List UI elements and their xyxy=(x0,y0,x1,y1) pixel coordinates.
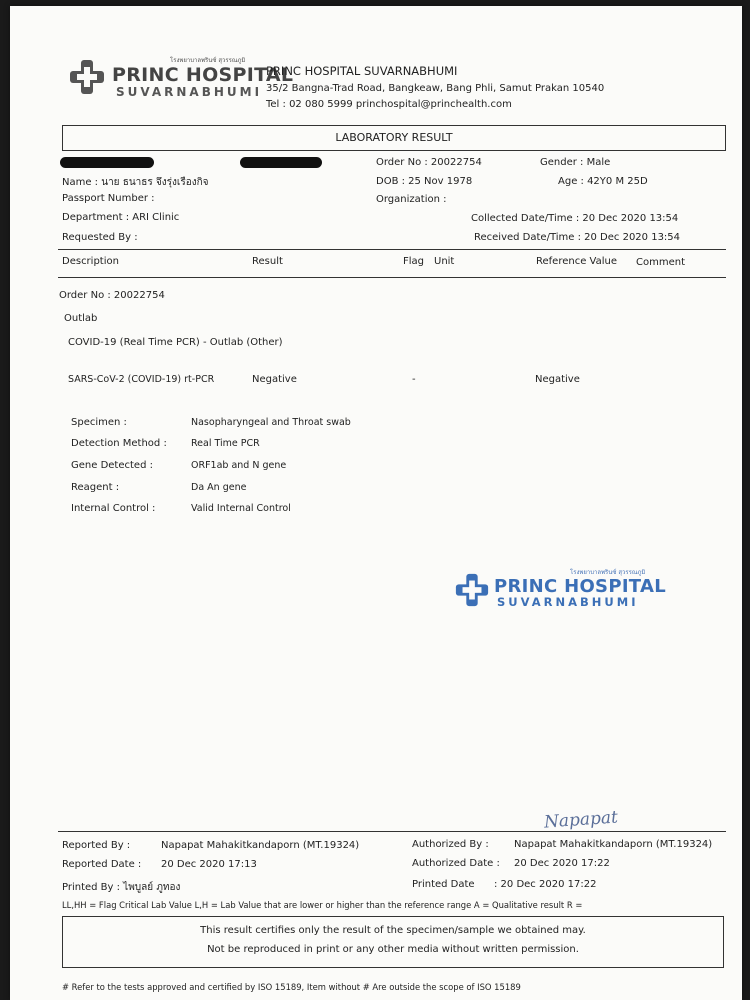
printed-by: Printed By : ไพบูลย์ ภูทอง xyxy=(62,882,181,893)
detail-value: ORF1ab and N gene xyxy=(191,460,287,471)
detail-label: Reagent : xyxy=(71,482,120,493)
lab-report-page xyxy=(10,6,742,1000)
detail-label: Gene Detected : xyxy=(71,460,153,471)
divider xyxy=(58,277,726,278)
test-group: COVID-19 (Real Time PCR) - Outlab (Other) xyxy=(68,337,283,348)
body-order-number: Order No : 20022754 xyxy=(59,290,165,301)
col-result: Result xyxy=(252,256,283,267)
col-reference: Reference Value xyxy=(536,256,617,267)
divider xyxy=(58,249,726,250)
hospital-address: 35/2 Bangna-Trad Road, Bangkeaw, Bang Phli, Samut Prakan 10540 xyxy=(266,83,605,94)
flag-legend: LL,HH = Flag Critical Lab Value L,H = Lab Value that are lower or higher than the reference range A = Qualitative result R = xyxy=(62,900,583,910)
report-title: LABORATORY RESULT xyxy=(335,131,453,144)
col-description: Description xyxy=(62,256,119,267)
hospital-name: PRINC HOSPITAL SUVARNABHUMI xyxy=(266,64,458,78)
date-of-birth: DOB : 25 Nov 1978 xyxy=(376,176,473,187)
department: Department : ARI Clinic xyxy=(62,212,180,223)
detail-value: Real Time PCR xyxy=(191,438,260,449)
col-comment: Comment xyxy=(636,257,685,268)
stamp-thai-text: โรงพยาบาลพรินซ์ สุวรรณภูมิ xyxy=(570,569,646,576)
received-datetime: Received Date/Time : 20 Dec 2020 13:54 xyxy=(474,232,681,243)
hospital-cross-icon xyxy=(68,58,106,96)
test-result: Negative xyxy=(252,374,297,385)
hospital-contact: Tel : 02 080 5999 princhospital@princhealth.com xyxy=(266,99,512,110)
logo-sub-text: SUVARNABHUMI xyxy=(116,85,263,99)
passport-number: Passport Number : xyxy=(62,193,155,204)
iso-note: # Refer to the tests approved and certified by ISO 15189, Item without # Are outside the scope of ISO 15189 xyxy=(62,982,521,992)
col-unit: Unit xyxy=(434,256,455,267)
outlab-label: Outlab xyxy=(64,313,98,324)
printed-date: : 20 Dec 2020 17:22 xyxy=(494,879,597,890)
detail-value: Da An gene xyxy=(191,482,247,493)
collected-datetime: Collected Date/Time : 20 Dec 2020 13:54 xyxy=(471,213,679,224)
detail-value: Valid Internal Control xyxy=(191,503,291,514)
detail-label: Internal Control : xyxy=(71,503,156,514)
reported-by-label: Reported By : xyxy=(62,840,131,851)
order-number: Order No : 20022754 xyxy=(376,157,482,168)
stamp-cross-icon xyxy=(454,572,490,608)
col-flag: Flag xyxy=(403,256,425,267)
stamp-sub-text: SUVARNABHUMI xyxy=(497,595,639,609)
authorized-date-label: Authorized Date : xyxy=(412,858,500,869)
authorized-by: Napapat Mahakitkandaporn (MT.19324) xyxy=(514,839,713,850)
report-title-box xyxy=(62,125,726,151)
test-flag: - xyxy=(412,374,416,385)
detail-label: Specimen : xyxy=(71,417,127,428)
certification-line-2: Not be reproduced in print or any other media without written permission. xyxy=(207,944,579,955)
redaction-bar xyxy=(60,157,154,168)
detail-value: Nasopharyngeal and Throat swab xyxy=(191,417,351,428)
certification-line-1: This result certifies only the result of the specimen/sample we obtained may. xyxy=(200,925,586,936)
stamp-main-text: PRINC HOSPITAL xyxy=(494,576,666,597)
signature: Napapat xyxy=(543,807,619,833)
authorized-by-label: Authorized By : xyxy=(412,839,489,850)
test-name: SARS-CoV-2 (COVID-19) rt-PCR xyxy=(68,374,215,385)
age: Age : 42Y0 M 25D xyxy=(558,176,648,187)
organization: Organization : xyxy=(376,194,447,205)
logo-main-text: PRINC HOSPITAL xyxy=(112,64,294,86)
reported-date: 20 Dec 2020 17:13 xyxy=(161,859,257,870)
certification-box xyxy=(62,916,724,968)
test-reference: Negative xyxy=(535,374,580,385)
authorized-date: 20 Dec 2020 17:22 xyxy=(514,858,610,869)
redaction-bar xyxy=(240,157,322,168)
logo-thai-text: โรงพยาบาลพรินซ์ สุวรรณภูมิ xyxy=(170,57,246,64)
printed-date-label: Printed Date xyxy=(412,879,475,890)
reported-by: Napapat Mahakitkandaporn (MT.19324) xyxy=(161,840,360,851)
gender: Gender : Male xyxy=(540,157,611,168)
divider xyxy=(58,831,726,832)
patient-name: Name : นาย ธนาธร จึงรุ่งเรืองกิจ xyxy=(62,177,209,188)
requested-by: Requested By : xyxy=(62,232,138,243)
reported-date-label: Reported Date : xyxy=(62,859,142,870)
detail-label: Detection Method : xyxy=(71,438,167,449)
